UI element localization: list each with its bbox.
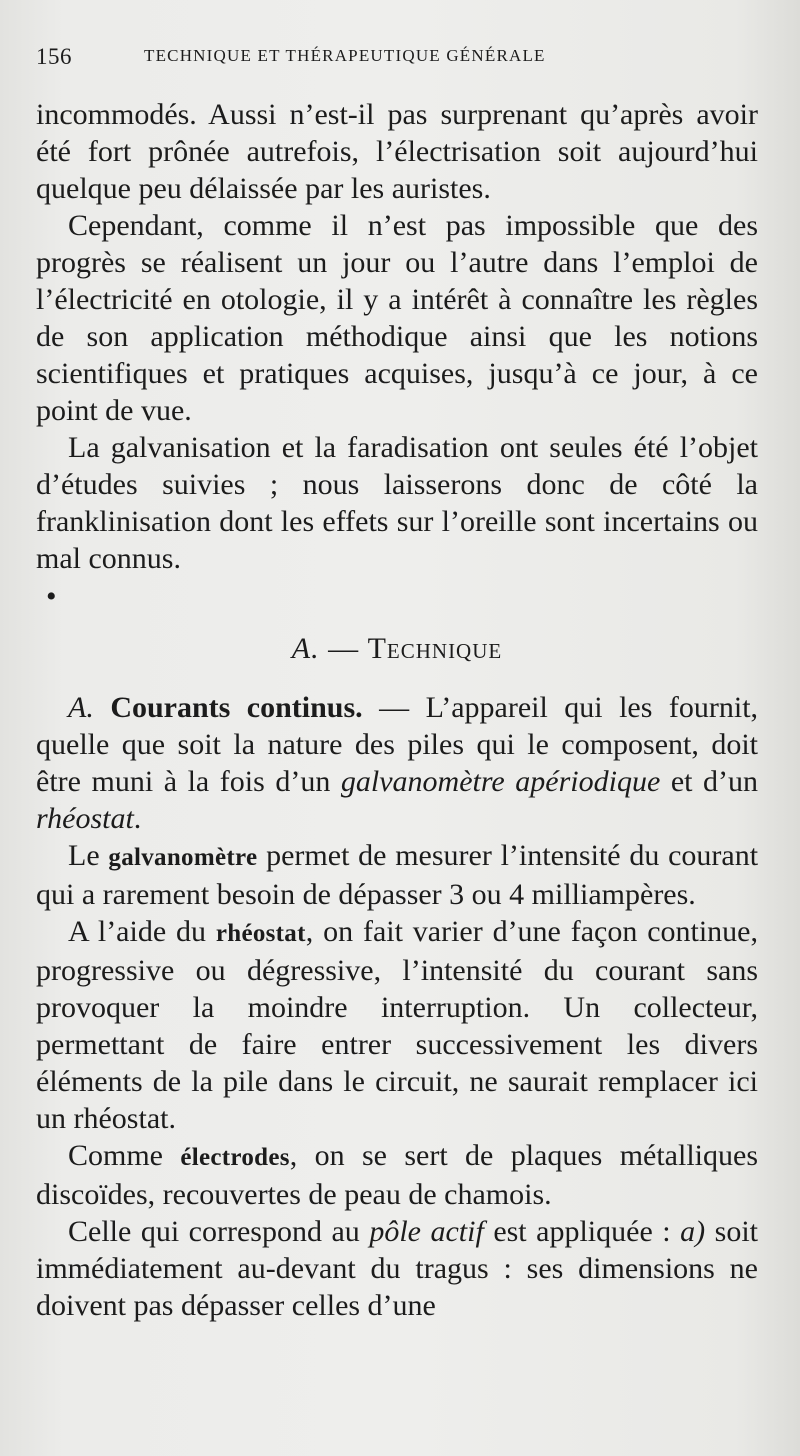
term-galvanometre-aperiodique: galvanomètre apériodique: [340, 765, 661, 798]
body-text: [36, 96, 758, 1324]
paragraph-6-text-b: , on fait varier d’une façon continue, progressive ou dégressive, l’intensité du courant sans provoquer la moindre interruption. Un collecteur, permettant de faire entrer successivement les divers éléments de la pile dans le circuit, ne saurait remplacer ici un rhéostat.: [36, 915, 758, 1135]
paragraph-7: [36, 1137, 758, 1213]
keyword-galvanometre: galvanomètre: [108, 844, 258, 871]
section-letter: A.: [291, 632, 320, 665]
paragraph-4-text-a: L’appareil qui les fournit, quelle que soit la nature des piles qui le composent, doit être muni à la fois d’un: [36, 691, 759, 798]
paragraph-5: [36, 837, 758, 913]
keyword-rheostat: rhéostat: [215, 920, 306, 947]
paragraph-4-text-b: et d’un: [670, 765, 759, 798]
paragraph-4-dash: —: [379, 691, 410, 724]
term-pole-actif: pôle actif: [369, 1215, 484, 1248]
section-title: Technique: [367, 632, 503, 665]
paragraph-2: [36, 207, 758, 429]
running-head: [36, 44, 756, 76]
paragraph-5-text-b: permet de mesurer l’intensité du courant qui a rarement besoin de dépasser 3 ou 4 milliampères.: [36, 839, 759, 911]
keyword-electrodes: électrodes: [180, 1144, 290, 1171]
paragraph-7-text-b: , on se sert de plaques métalliques discoïdes, recouvertes de peau de chamois.: [36, 1139, 758, 1211]
term-rheostat: rhéostat: [36, 802, 134, 835]
paragraph-8-text-c: soit immédiatement au-devant du tragus : ses dimensions ne doivent pas dépasser celles d’une: [36, 1215, 759, 1322]
running-title: TECHNIQUE ET THÉRAPEUTIQUE GÉNÉRALE: [144, 46, 546, 65]
paragraph-4: [36, 689, 758, 837]
paragraph-6: [36, 913, 758, 1137]
section-heading: [36, 629, 758, 669]
section-dash: —: [328, 632, 360, 665]
paragraph-6-text-a: A l’aide du: [68, 915, 206, 948]
paragraph-1: [36, 96, 758, 207]
paragraph-3: [36, 429, 758, 577]
paragraph-2-text: Cependant, comme il n’est pas impossible que des progrès se réalisent un jour ou l’autre dans l’emploi de l’électricité en otologie, il y a intérêt à connaître les règles de son application méthodique ainsi que les notions scientifiques et pratiques acquises, jusqu’à ce jour, à ce point de vue.: [36, 209, 758, 427]
list-marker-a: a): [680, 1215, 706, 1248]
page-number: 156: [36, 44, 72, 69]
paragraph-4-text-c: .: [133, 802, 142, 835]
paragraph-3-text: La galvanisation et la faradisation ont seules été l’objet d’études suivies ; nous laisserons donc de côté la franklinisation dont les effets sur l’oreille sont incertains ou mal connus.: [36, 431, 758, 575]
paragraph-8-text-b: est appliquée :: [493, 1215, 671, 1248]
paragraph-7-text-a: Comme: [68, 1139, 163, 1172]
paragraph-5-text-a: Le: [68, 839, 100, 872]
paragraph-1-text: incommodés. Aussi n’est-il pas surprenant qu’après avoir été fort prônée autrefois, l’électrisation soit aujourd’hui quelque peu délaissée par les auristes.: [36, 98, 758, 205]
stray-mark: •: [46, 580, 57, 613]
subsection-label: A.: [68, 691, 94, 724]
paragraph-8: [36, 1213, 758, 1324]
paragraph-8-text-a: Celle qui correspond au: [68, 1215, 360, 1248]
subsection-heading: Courants continus.: [110, 691, 363, 724]
